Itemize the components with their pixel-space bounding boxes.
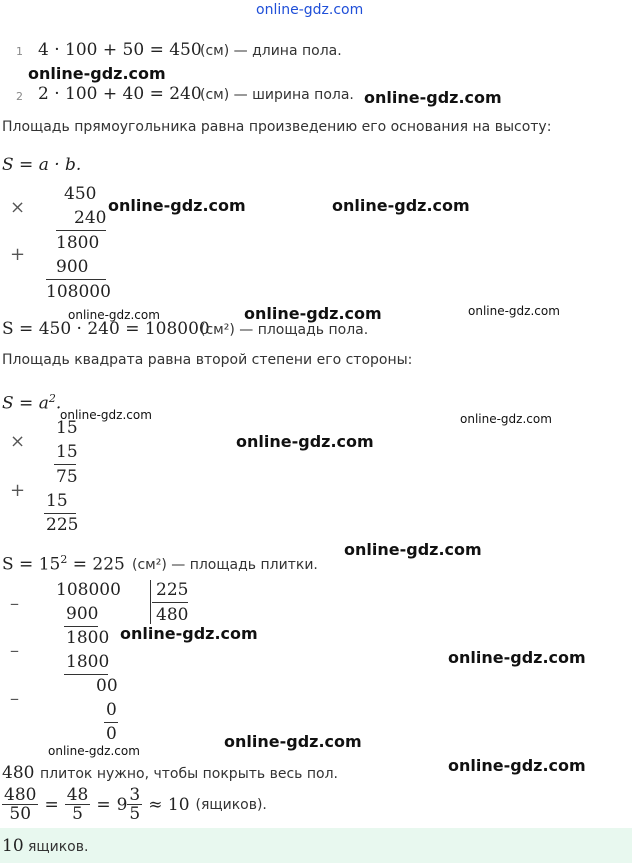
line-number-2: 2 <box>16 90 23 103</box>
watermark: online-gdz.com <box>448 648 586 667</box>
division-subtract-3: 0 <box>106 700 117 720</box>
division-remainder-3: 0 <box>106 724 117 744</box>
minus-sign-3: – <box>10 688 19 709</box>
division-remainder-1: 1800 <box>66 628 110 648</box>
fraction-2-denominator: 5 <box>72 804 83 824</box>
watermark: online-gdz.com <box>68 308 160 322</box>
mult-partial-2: 900 <box>56 257 89 277</box>
division-bracket <box>150 580 151 624</box>
division-subtract-1: 900 <box>66 604 99 624</box>
answer-bar <box>0 828 632 863</box>
fraction-480-50 <box>2 786 38 823</box>
times-sign: × <box>10 197 26 218</box>
mult2-result: 225 <box>46 515 79 535</box>
watermark: online-gdz.com <box>344 540 482 559</box>
watermark: online-gdz.com <box>236 432 374 451</box>
fraction-3-denominator: 5 <box>129 804 141 824</box>
tiles-caption: плиток нужно, чтобы покрыть весь пол. <box>40 766 338 782</box>
mult2-factor-a: 15 <box>56 418 78 438</box>
approx-ten: ≈ 10 <box>148 794 190 815</box>
division-remainder-2: 00 <box>96 676 118 696</box>
watermark: online-gdz.com <box>460 412 552 426</box>
watermark: online-gdz.com <box>244 304 382 323</box>
length-expression: 4 · 100 + 50 = 450 <box>38 40 202 60</box>
mult2-rule-2 <box>44 513 76 514</box>
watermark: online-gdz.com <box>48 744 140 758</box>
plus-sign: + <box>10 244 26 265</box>
tiles-count: 480 <box>2 763 35 783</box>
line-number-1: 1 <box>16 45 23 58</box>
width-caption: (см) — ширина пола. <box>200 87 354 103</box>
boxes-caption: (ящиков). <box>195 796 267 813</box>
watermark: online-gdz.com <box>468 304 560 318</box>
answer-number: 10 <box>2 836 24 856</box>
mult-result: 108000 <box>46 282 111 302</box>
square-formula-base: S = a <box>2 393 49 414</box>
division-rule-3 <box>104 722 118 723</box>
tile-area-caption: (см²) — площадь плитки. <box>132 557 318 573</box>
division-divisor: 225 <box>156 580 189 600</box>
mult-factor-a: 450 <box>64 184 97 204</box>
watermark: online-gdz.com <box>120 624 258 643</box>
fraction-3-numerator: 3 <box>129 785 141 805</box>
floor-area-expression: S = 450 · 240 = 108000 <box>2 319 210 339</box>
plus-sign-2: + <box>10 480 26 501</box>
mixed-number <box>117 786 143 823</box>
fraction-48-5 <box>65 786 91 823</box>
mult-rule-2 <box>46 279 106 280</box>
tile-area-value: = 225 <box>67 554 125 575</box>
mult2-rule-1 <box>54 464 76 465</box>
mult-factor-b: 240 <box>74 208 107 228</box>
times-sign-2: × <box>10 431 26 452</box>
tile-area-expression <box>2 553 125 575</box>
division-rule-1 <box>64 626 98 627</box>
division-quotient: 480 <box>156 605 189 625</box>
division-subtract-2: 1800 <box>66 652 110 672</box>
length-caption: (см) — длина пола. <box>200 43 342 59</box>
equals-sign-1: = <box>44 794 59 815</box>
mult2-factor-b: 15 <box>56 442 78 462</box>
watermark: online-gdz.com <box>364 88 502 107</box>
watermark: online-gdz.com <box>448 756 586 775</box>
tile-area-exponent: 2 <box>60 553 68 566</box>
square-formula <box>2 392 61 414</box>
fraction-2-numerator: 48 <box>66 785 89 805</box>
mixed-integer: 9 <box>116 794 128 815</box>
watermark: online-gdz.com <box>28 64 166 83</box>
mult2-partial-2: 15 <box>46 491 68 511</box>
rectangle-formula: S = a · b. <box>2 155 82 175</box>
minus-sign-1: – <box>10 593 19 614</box>
watermark: online-gdz.com <box>108 196 246 215</box>
square-rule-text: Площадь квадрата равна второй степени его стороны: <box>2 352 413 368</box>
tile-area-base: S = 15 <box>2 554 61 575</box>
division-dividend: 108000 <box>56 580 121 600</box>
square-formula-end: . <box>55 393 62 414</box>
watermark: online-gdz.com <box>60 408 152 422</box>
floor-area-caption: (см²) — площадь пола. <box>200 322 369 338</box>
watermark-top: online-gdz.com <box>256 2 364 18</box>
fraction-3-5 <box>127 786 142 823</box>
square-formula-exponent: 2 <box>48 392 56 405</box>
mult-partial-1: 1800 <box>56 233 100 253</box>
equals-sign-2: = <box>96 794 111 815</box>
watermark: online-gdz.com <box>224 732 362 751</box>
mult-rule-1 <box>56 230 106 231</box>
answer-caption: ящиков. <box>28 839 89 855</box>
fraction-1-denominator: 50 <box>9 804 32 824</box>
minus-sign-2: – <box>10 640 19 661</box>
width-expression: 2 · 100 + 40 = 240 <box>38 84 202 104</box>
boxes-expression <box>2 786 267 823</box>
mult2-partial-1: 75 <box>56 467 78 487</box>
rectangle-rule-text: Площадь прямоугольника равна произведению его основания на высоту: <box>2 119 552 135</box>
fraction-1-numerator: 480 <box>4 785 37 805</box>
division-divisor-rule <box>152 602 188 603</box>
watermark: online-gdz.com <box>332 196 470 215</box>
division-rule-2 <box>64 674 108 675</box>
